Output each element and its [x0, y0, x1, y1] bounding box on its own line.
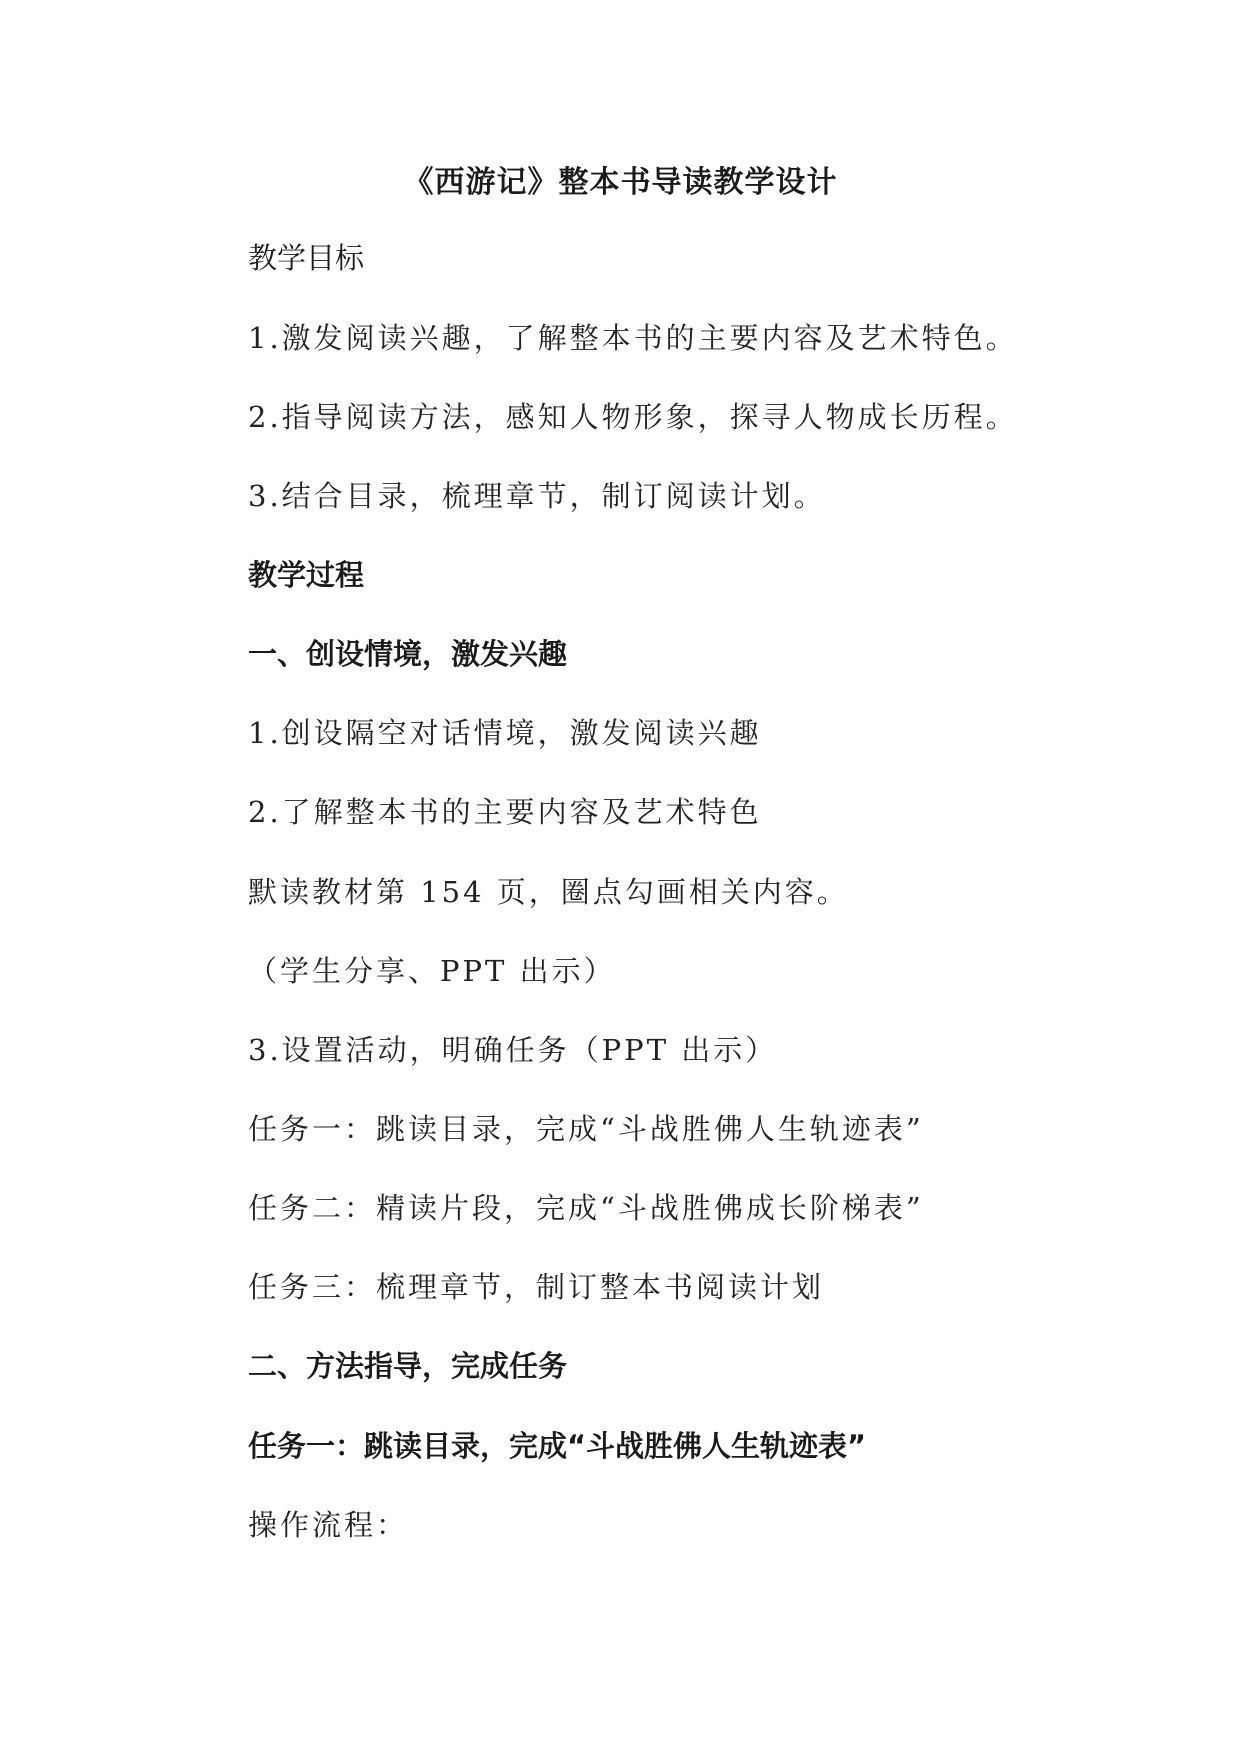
subsection-heading-1: 一、创设情境，激发兴趣 — [248, 637, 568, 671]
subsection-heading-2: 二、方法指导，完成任务 — [248, 1349, 568, 1383]
goal-item-2: 2.指导阅读方法，感知人物形象，探寻人物成长历程。 — [248, 400, 1018, 434]
paragraph-line: （学生分享、PPT 出示） — [248, 954, 616, 988]
paragraph-line: 3.设置活动，明确任务（PPT 出示） — [248, 1033, 778, 1067]
paragraph-line: 2.了解整本书的主要内容及艺术特色 — [248, 795, 762, 829]
goal-item-3: 3.结合目录，梳理章节，制订阅读计划。 — [248, 479, 826, 513]
paragraph-line: 操作流程： — [248, 1508, 409, 1542]
task-heading-1: 任务一：跳读目录，完成“斗战胜佛人生轨迹表” — [248, 1429, 867, 1463]
task-item-1: 任务一：跳读目录，完成“斗战胜佛人生轨迹表” — [248, 1112, 924, 1146]
section-heading-teaching-process: 教学过程 — [248, 558, 365, 592]
task-item-3: 任务三：梳理章节，制订整本书阅读计划 — [248, 1270, 825, 1304]
task-item-2: 任务二：精读片段，完成“斗战胜佛成长阶梯表” — [248, 1191, 924, 1225]
paragraph-line: 默读教材第 154 页，圈点勾画相关内容。 — [248, 875, 849, 909]
document-title: 《西游记》整本书导读教学设计 — [403, 165, 838, 200]
goal-item-1: 1.激发阅读兴趣，了解整本书的主要内容及艺术特色。 — [248, 321, 1018, 355]
section-heading-teaching-goals: 教学目标 — [248, 241, 365, 275]
paragraph-line: 1.创设隔空对话情境，激发阅读兴趣 — [248, 716, 762, 750]
